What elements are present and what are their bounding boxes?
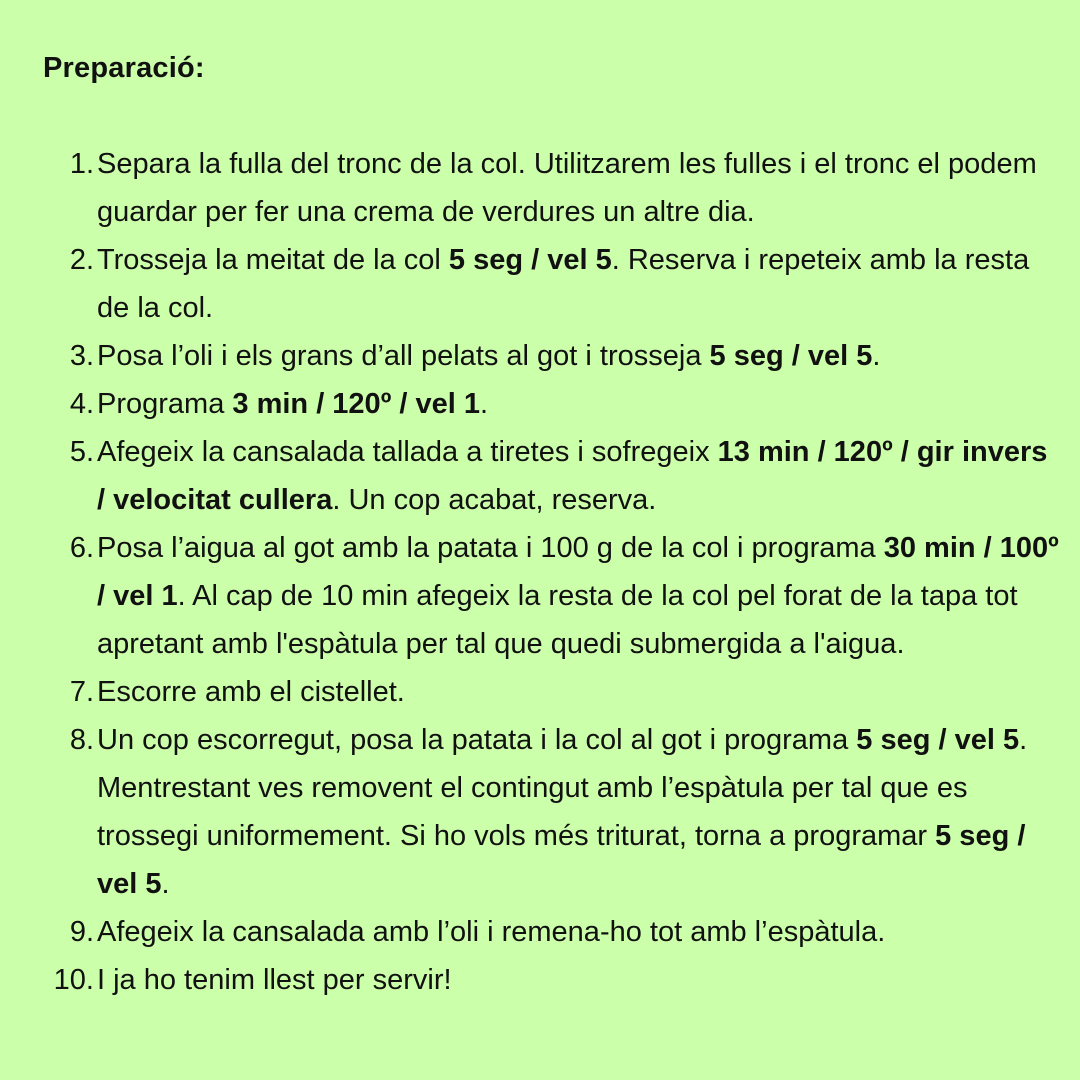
step-number: 7. [69, 676, 94, 708]
step-setting: 30 min / 100º / vel 1 [97, 532, 1059, 612]
step-setting: 5 seg / vel 5 [709, 340, 873, 372]
step-setting: 5 seg / vel 5 [97, 820, 1026, 900]
step-number: 10. [53, 964, 94, 996]
step-number: 5. [69, 436, 94, 468]
step-number: 9. [69, 916, 94, 948]
step-number: 1. [69, 148, 94, 180]
step-item [0, 236, 1060, 332]
step-text: Separa la fulla del tronc de la col. Utilitzarem les fulles i el tronc el podem guardar per fer una crema de verdures un altre dia. [97, 148, 1037, 228]
step-setting: 5 seg / vel 5 [448, 244, 612, 276]
section-heading: Preparació: [43, 52, 205, 84]
step-item [0, 332, 1060, 380]
step-text: Escorre amb el cistellet. [97, 676, 405, 708]
step-text: I ja ho tenim llest per servir! [97, 964, 452, 996]
step-item [0, 428, 1060, 524]
step-item [0, 380, 1060, 428]
step-text: Un cop escorregut, posa la patata i la col al got i programa 5 seg / vel 5. Mentrestant ves removent el contingut amb l’espàtula per tal que es trossegi uniformement. Si ho vols més triturat, torna a programar 5 seg / vel 5. [97, 724, 1028, 900]
step-setting: 13 min / 120º / gir invers / velocitat cullera [97, 436, 1048, 516]
step-setting: 3 min / 120º / vel 1 [232, 388, 480, 420]
step-text: Afegeix la cansalada tallada a tiretes i sofregeix 13 min / 120º / gir invers / velocitat cullera. Un cop acabat, reserva. [97, 436, 1048, 516]
step-text: Posa l’aigua al got amb la patata i 100 g de la col i programa 30 min / 100º / vel 1. Al cap de 10 min afegeix la resta de la col pel forat de la tapa tot apretant amb l'espàtula per tal que quedi submergida a l'aigua. [97, 532, 1059, 660]
step-item [0, 716, 1060, 908]
step-item [0, 524, 1060, 668]
step-number: 3. [69, 340, 94, 372]
step-number: 2. [69, 244, 94, 276]
step-text: Trosseja la meitat de la col 5 seg / vel 5. Reserva i repeteix amb la resta de la col. [97, 244, 1030, 324]
step-number: 6. [69, 532, 94, 564]
step-item [0, 668, 1060, 716]
step-setting: 5 seg / vel 5 [856, 724, 1020, 756]
step-text: Afegeix la cansalada amb l’oli i remena-ho tot amb l’espàtula. [97, 916, 886, 948]
step-text: Programa 3 min / 120º / vel 1. [97, 388, 489, 420]
step-text: Posa l’oli i els grans d’all pelats al got i trosseja 5 seg / vel 5. [97, 340, 881, 372]
step-item [0, 956, 1060, 1004]
step-number: 8. [69, 724, 94, 756]
step-number: 4. [69, 388, 94, 420]
step-item [0, 908, 1060, 956]
step-item [0, 140, 1060, 236]
steps-list [0, 140, 1060, 1004]
